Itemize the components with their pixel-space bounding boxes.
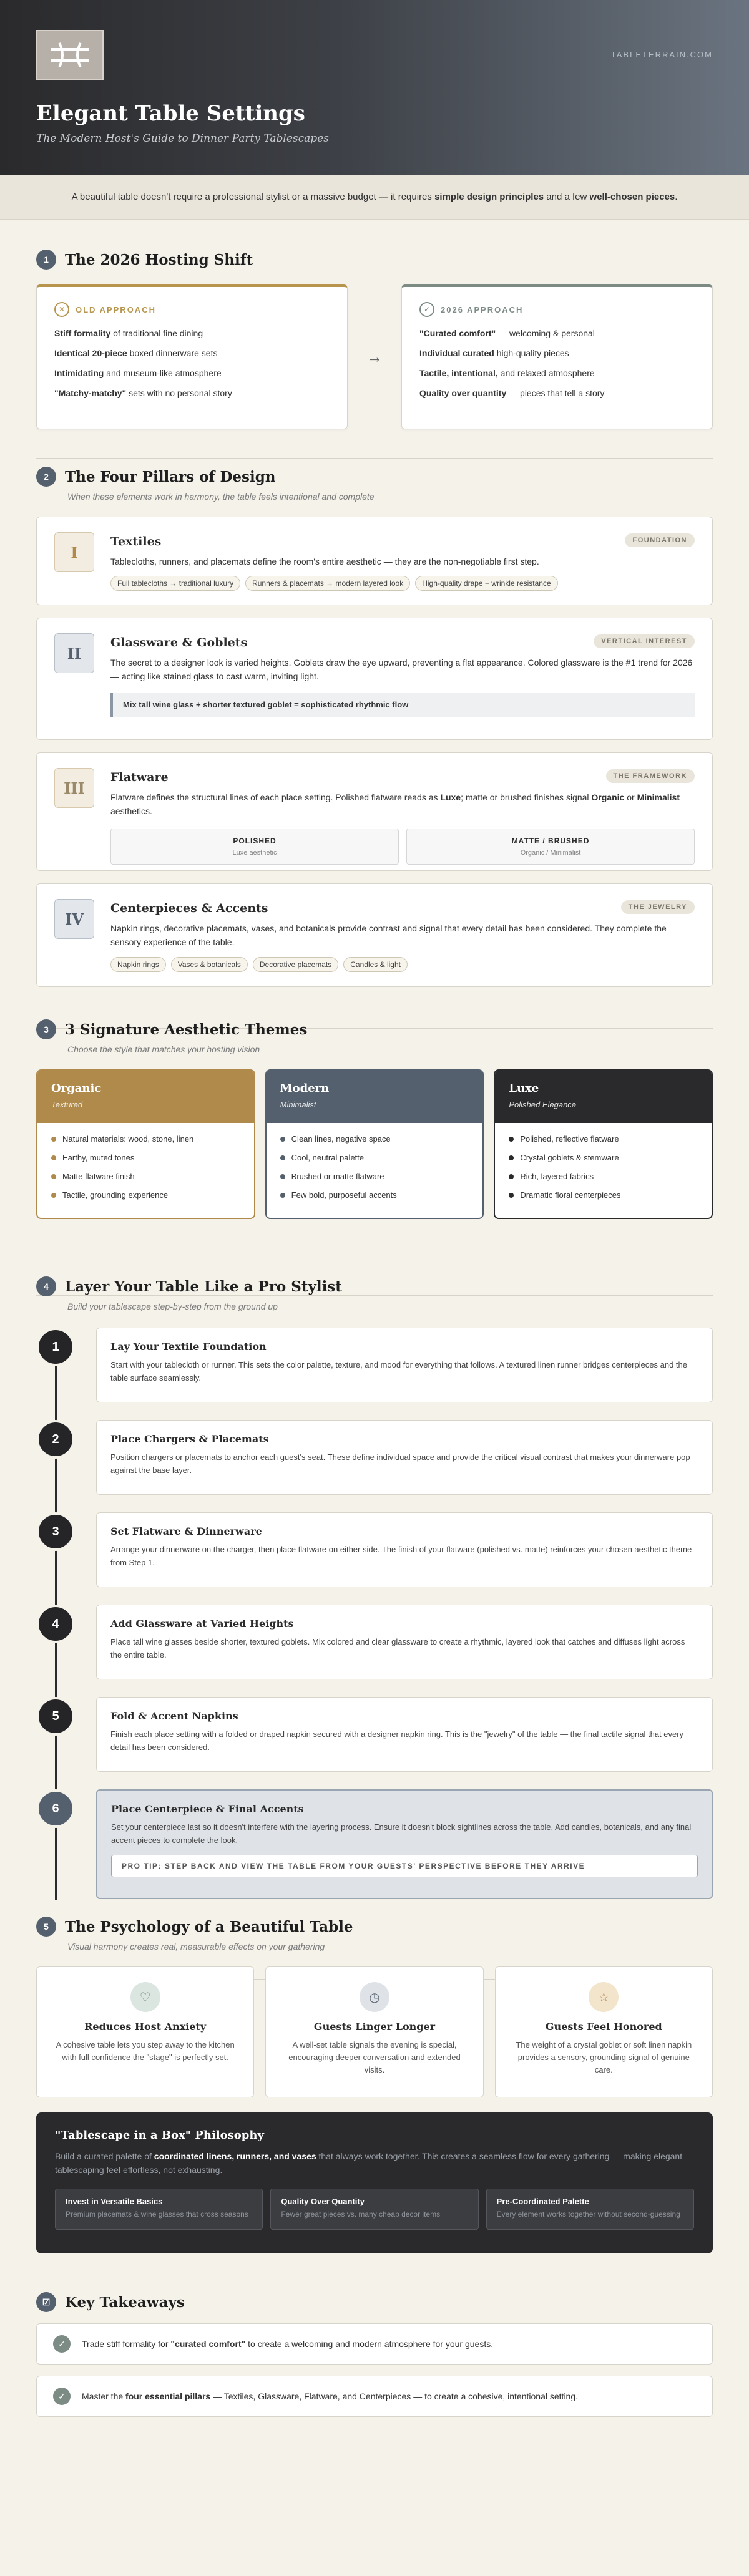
pillar-tag: FOUNDATION [625,533,695,547]
list-item: Crystal goblets & stemware [509,1153,698,1162]
pillar-title: Textiles [110,535,162,548]
pillar-glassware [36,618,713,740]
list-item: Stiff formality of traditional fine dining [54,328,203,338]
theme-mood: Minimalist [280,1100,316,1109]
section-number: 4 [36,1276,56,1296]
list-item: Earthy, muted tones [51,1153,240,1162]
takeaway-item: ✓ Trade stiff formality for "curated comfort" to create a welcoming and modern atmosphere for your guests. [36,2323,713,2365]
step-text: Place tall wine glasses beside shorter, textured goblets. Mix colored and clear glassware to create a rhythmic, layered look that catches and diffuses light across the entire table. [110,1637,685,1660]
site-name[interactable]: TABLETERRAIN.COM [610,50,713,59]
pillar-text: Flatware defines the structural lines of each place setting. Polished flatware reads as Luxe; matte or brushed finishes signal Organic or Minimalist aesthetics. [110,792,680,817]
step-number: 3 [36,1512,75,1551]
step-text: Set your centerpiece last so it doesn't interfere with the layering process. Ensure it doesn't block sightlines across the table. Add candles, botanicals, and any final accent pieces to complete the look. [111,1822,692,1845]
roman-numeral: IV [54,899,94,939]
section-subtitle: Build your tablescape step-by-step from the ground up [67,1301,278,1311]
page-title: Elegant Table Settings [36,101,305,126]
x-icon: ✕ [54,302,69,317]
list-item: "Matchy-matchy" sets with no personal story [54,388,232,398]
section-layering-steps [0,1276,749,1899]
chip: Runners & placemats → modern layered look [245,576,410,591]
section-four-pillars [0,467,749,987]
chip: Full tablecloths → traditional luxury [110,576,240,591]
list-item: Clean lines, negative space [280,1134,469,1144]
check-icon: ✓ [53,2335,71,2353]
list-item: Brushed or matte flatware [280,1172,469,1181]
psych-card [495,1966,713,2097]
arrow-right-icon: → [366,347,383,366]
step-item-final [36,1789,713,1899]
roman-numeral: I [54,532,94,572]
finish-polished: POLISHED Luxe aesthetic [110,829,399,865]
section-number: 3 [36,1019,56,1039]
step-number: 5 [36,1697,75,1736]
table-logo-icon [48,39,92,70]
page-subtitle: The Modern Host's Guide to Dinner Party Tablescapes [36,132,329,145]
pillar-text: The secret to a designer look is varied heights. Goblets draw the eye upward, preventing a flat appearance. Colored glassware is the #1 trend for 2026 — acting like stained glass to cast warm, inviting light. [110,658,693,682]
theme-luxe [494,1069,713,1219]
pillar-text: Napkin rings, decorative placemats, vases, and botanicals provide contrast and signal that every detail has been considered. They complete the sensory experience of the table. [110,923,667,948]
step-item [36,1512,713,1587]
checklist-icon: ☑ [36,2292,56,2312]
section-subtitle: Choose the style that matches your hosting vision [67,1044,260,1054]
card-text: The weight of a crystal goblet or soft linen napkin provides a sensory, grounding signal of genuine care. [516,2040,692,2075]
list-item: Cool, neutral palette [280,1153,469,1162]
section-subtitle: When these elements work in harmony, the table feels intentional and complete [67,492,374,502]
pillar-tag: THE JEWELRY [621,900,695,914]
intro-banner [0,175,749,220]
pro-tip: PRO TIP: STEP BACK AND VIEW THE TABLE FROM YOUR GUESTS' PERSPECTIVE BEFORE THEY ARRIVE [111,1855,698,1877]
chip: High-quality drape + wrinkle resistance [415,576,557,591]
list-item: Identical 20-piece boxed dinnerware sets [54,348,218,358]
hero-header [0,0,749,175]
new-approach-card [401,284,713,429]
section-number: 1 [36,250,56,270]
section-title: Key Takeaways [65,2293,185,2311]
list-item: Tactile, grounding experience [51,1190,240,1200]
step-number: 1 [36,1328,75,1366]
psych-card [265,1966,483,2097]
finish-matte: MATTE / BRUSHED Organic / Minimalist [406,829,695,865]
list-item: Dramatic floral centerpieces [509,1190,698,1200]
old-approach-card [36,284,348,429]
list-item: Rich, layered fabrics [509,1172,698,1181]
step-number: 6 [36,1789,75,1828]
step-title: Set Flatware & Dinnerware [110,1525,262,1537]
section-hosting-shift [0,250,749,429]
section-title: The 2026 Hosting Shift [65,251,253,268]
section-title: Layer Your Table Like a Pro Stylist [65,1278,342,1295]
box-item: Pre-Coordinated Palette Every element works together without second-guessing [486,2189,694,2230]
pillar-tag: THE FRAMEWORK [606,769,695,783]
step-number: 4 [36,1605,75,1643]
philosophy-box [36,2112,713,2253]
box-item: Invest in Versatile Basics Premium placemats & wine glasses that cross seasons [55,2189,263,2230]
step-item [36,1328,713,1402]
new-approach-badge: 2026 APPROACH [441,304,524,314]
theme-name: Luxe [509,1082,539,1095]
takeaway-item: ✓ Master the four essential pillars — Textiles, Glassware, Flatware, and Centerpieces — to create a cohesive, intentional setting. [36,2376,713,2417]
section-number: 2 [36,467,56,487]
step-title: Place Centerpiece & Final Accents [111,1803,304,1815]
theme-name: Modern [280,1082,330,1095]
section-takeaways [0,2292,749,2417]
pillar-flatware [36,752,713,871]
list-item: "Curated comfort" — welcoming & personal [419,328,595,338]
pillar-centerpieces [36,883,713,987]
pillar-title: Flatware [110,770,169,784]
step-title: Place Chargers & Placemats [110,1433,269,1445]
pillar-textiles [36,517,713,605]
star-icon: ☆ [589,1982,619,2012]
section-themes [0,1019,749,1219]
list-item: Polished, reflective flatware [509,1134,698,1144]
step-text: Start with your tablecloth or runner. This sets the color palette, texture, and mood for everything that follows. A textured linen runner bridges centerpieces and the table surface seamlessly. [110,1360,688,1383]
chip: Candles & light [343,957,408,972]
chip: Vases & botanicals [171,957,248,972]
step-title: Add Glassware at Varied Heights [110,1618,294,1630]
section-title: The Four Pillars of Design [65,468,276,485]
logo[interactable] [36,30,104,80]
box-text: Build a curated palette of coordinated linens, runners, and vases that always work together. This creates a seamless flow for every gathering — making elegant tablescaping feel effortless, not exhausting. [55,2151,683,2175]
chip: Decorative placemats [253,957,338,972]
step-item [36,1420,713,1495]
section-title: 3 Signature Aesthetic Themes [65,1021,308,1038]
section-number: 5 [36,1917,56,1937]
card-text: A well-set table signals the evening is special, encouraging deeper conversation and extended visits. [288,2040,461,2075]
heart-icon: ♡ [130,1982,160,2012]
box-item: Quality Over Quantity Fewer great pieces vs. many cheap decor items [270,2189,478,2230]
step-item [36,1697,713,1772]
check-icon: ✓ [419,302,434,317]
chip: Napkin rings [110,957,166,972]
pillar-tag: VERTICAL INTEREST [594,634,695,648]
roman-numeral: II [54,633,94,673]
step-title: Fold & Accent Napkins [110,1710,238,1722]
card-title: Guests Linger Longer [313,2021,436,2033]
list-item: Natural materials: wood, stone, linen [51,1134,240,1144]
glassware-callout: Mix tall wine glass + shorter textured goblet = sophisticated rhythmic flow [110,693,695,717]
pillar-text: Tablecloths, runners, and placemats define the room's entire aesthetic — they are the non-negotiable first step. [110,557,539,566]
roman-numeral: III [54,768,94,808]
clock-icon: ◷ [360,1982,389,2012]
theme-mood: Polished Elegance [509,1100,577,1109]
list-item: Quality over quantity — pieces that tell a story [419,388,605,398]
check-icon: ✓ [53,2388,71,2405]
list-item: Intimidating and museum-like atmosphere [54,368,222,378]
theme-organic [36,1069,255,1219]
step-text: Arrange your dinnerware on the charger, then place flatware on either side. The finish of your flatware (polished vs. matte) reinforces your chosen aesthetic theme from Step 1. [110,1545,692,1567]
divider [36,458,713,459]
pillar-title: Glassware & Goblets [110,636,248,649]
list-item: Individual curated high-quality pieces [419,348,569,358]
theme-modern [265,1069,484,1219]
list-item: Matte flatware finish [51,1172,240,1181]
list-item: Few bold, purposeful accents [280,1190,469,1200]
card-title: Reduces Host Anxiety [84,2021,207,2033]
pillar-title: Centerpieces & Accents [110,902,268,915]
step-text: Position chargers or placemats to anchor each guest's seat. These define individual space and provide the critical visual contrast that makes your dinnerware pop against the base layer. [110,1452,690,1475]
theme-name: Organic [51,1082,102,1095]
card-text: A cohesive table lets you step away to the kitchen with full confidence the "stage" is perfectly set. [56,2040,235,2063]
psych-card [36,1966,254,2097]
list-item: Tactile, intentional, and relaxed atmosphere [419,368,595,378]
step-text: Finish each place setting with a folded or draped napkin secured with a designer napkin ring. This is the "jewelry" of the table — the final tactile signal that every detail has been considered. [110,1729,684,1752]
section-title: The Psychology of a Beautiful Table [65,1918,353,1935]
theme-mood: Textured [51,1100,83,1109]
step-number: 2 [36,1420,75,1459]
step-title: Lay Your Textile Foundation [110,1341,267,1353]
section-psychology [0,1917,749,2253]
old-approach-badge: OLD APPROACH [76,304,156,314]
card-title: Guests Feel Honored [545,2021,662,2033]
box-title: "Tablescape in a Box" Philosophy [55,2129,264,2142]
section-subtitle: Visual harmony creates real, measurable effects on your gathering [67,1942,325,1951]
intro-text: A beautiful table doesn't require a professional stylist or a massive budget — it requires simple design principles and a few well-chosen pieces. [71,192,678,202]
step-item [36,1605,713,1679]
